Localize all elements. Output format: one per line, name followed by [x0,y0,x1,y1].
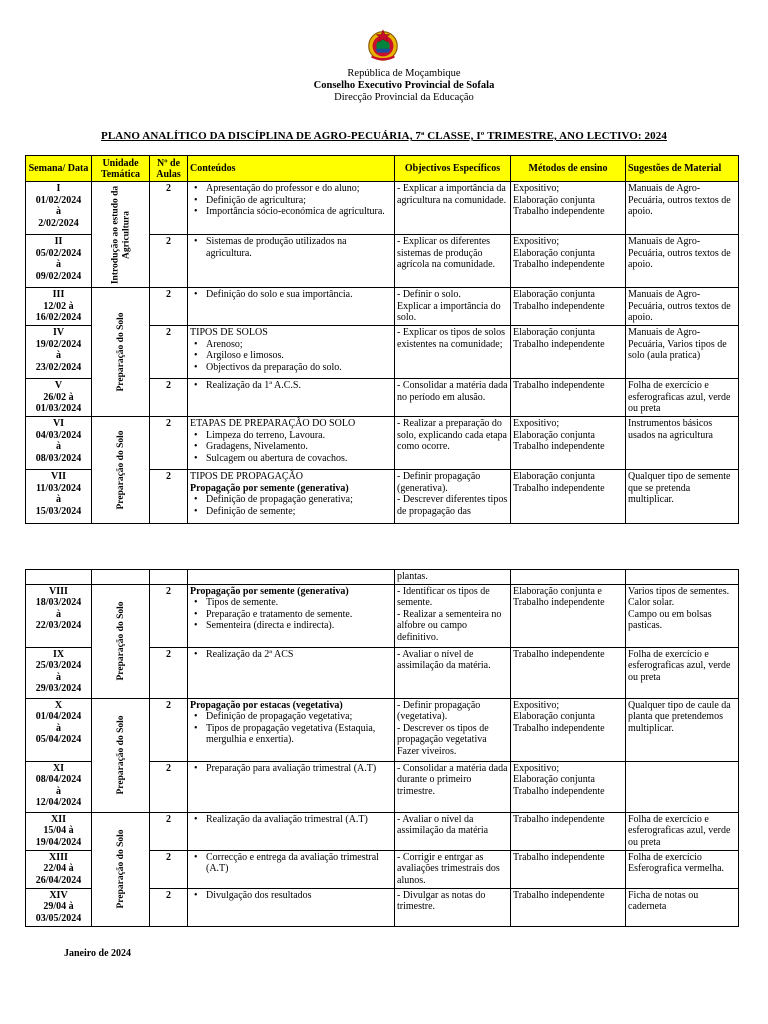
week-cell-line: à [56,441,61,452]
lessons-cell: 2 [150,761,188,812]
contents-list-item: • Sulcagem ou abertura de covachos. [190,453,392,465]
objectives-cell-line: - Realizar a sementeira no alfobre ou campo definitivo. [397,608,502,643]
materials-cell-line: Instrumentos básicos usados na agricultura [628,418,713,441]
materials-cell [626,326,739,379]
lessons-cell: 2 [150,235,188,288]
lessons-cell: 2 [150,698,188,761]
week-cell-line: à [56,785,61,797]
lessons-cell: 2 [150,379,188,417]
materials-cell [626,698,739,761]
lessons-cell: 2 [150,182,188,235]
contents-list-item: • Definição de semente; [190,506,392,518]
contents-list-item: • Preparação para avaliação trimestral (A.T) [190,763,392,775]
lessons-cell: 2 [150,417,188,470]
plan-table-page1 [25,155,739,524]
methods-cell [511,288,626,326]
unit-label: Preparação do Solo [115,430,126,510]
lessons-cell: 2 [150,470,188,524]
contents-cell [188,379,395,417]
methods-cell-line: Trabalho independente [513,722,605,734]
table-row [26,182,739,235]
objectives-cell-line: - Explicar a importância da agricultura na comunidade. [397,183,507,206]
week-cell-line: 09/02/2024 [35,270,82,282]
week-cell-line: VIII [49,585,68,597]
methods-cell-line: Trabalho independente [513,813,605,825]
week-cell [26,812,92,850]
contents-list [190,597,392,632]
week-cell-line: 26/02 à [43,391,74,403]
unit-label: Preparação do Solo [115,715,126,795]
contents-heading: ETAPAS DE PREPARAÇÃO DO SOLO [190,418,356,429]
contents-list-item: • Preparação e tratamento de semente. [190,609,392,621]
objectives-cell [395,761,511,812]
methods-cell-line: Trabalho independente [513,380,605,391]
methods-cell-line: Trabalho independente [513,648,605,660]
week-cell [26,379,92,417]
week-cell-line: IX [52,648,65,660]
methods-cell-line: Elaboração conjunta [513,774,595,785]
week-cell-line: 12/04/2024 [35,797,82,808]
contents-cell [188,570,395,585]
contents-cell [188,812,395,850]
materials-cell [626,888,739,926]
unit-label: Preparação do Solo [115,312,126,392]
contents-cell [188,470,395,524]
methods-cell-line: Trabalho independente [513,482,605,494]
objectives-cell-line: - Descrever diferentes tipos de propagação das [397,494,508,517]
methods-cell [511,584,626,647]
objectives-cell [395,379,511,417]
week-cell [26,570,92,585]
contents-list-item: • Definição de propagação vegetativa; [190,711,392,723]
contents-list [190,763,392,775]
contents-list [190,380,392,392]
methods-cell-line: Elaboração conjunta [513,247,595,259]
contents-list-item: • Sistemas de produção utilizados na agricultura. [190,236,392,259]
unit-cell [92,812,150,926]
week-cell-line: 23/02/2024 [35,361,82,373]
week-cell [26,584,92,647]
contents-list [190,711,392,746]
document-title: PLANO ANALÍTICO DA DISCÍPLINA DE AGRO-PECUÁRIA, 7ª CLASSE, Iº TRIMESTRE, ANO LECTIVO: 2024 [101,130,667,142]
week-cell [26,470,92,524]
objectives-cell-line: - Definir o solo. [397,289,461,300]
objectives-cell [395,417,511,470]
week-cell-line: XII [50,813,66,825]
methods-cell [511,417,626,470]
lessons-cell: 2 [150,326,188,379]
materials-cell [626,570,739,585]
methods-cell-line: Expositivo; [513,183,560,194]
objectives-cell [395,235,511,288]
methods-cell-line: Elaboração conjunta [513,429,595,441]
contents-list-item: • Arenoso; [190,339,392,351]
methods-cell-line: Trabalho independente [513,851,605,863]
objectives-cell [395,570,511,585]
table-row [26,570,739,585]
materials-cell-line: Manuais de Agro-Pecuária, Varios tipos de solo (aula pratica) [628,327,727,361]
materials-cell [626,850,739,888]
contents-list [190,236,392,259]
methods-cell [511,235,626,288]
objectives-cell [395,470,511,524]
materials-cell-line: Folha de exercício e esferograficas azul, verde ou preta [628,380,731,414]
week-cell-line: I [56,183,61,194]
objectives-cell-line: - Corrigir e entrgar as avaliações trimestrais dos alunos. [397,851,500,886]
objectives-cell-line: - Definir propagação (vegetativa). [397,699,481,722]
contents-subheading: Propagação por semente (generativa) [190,482,349,494]
materials-cell [626,379,739,417]
week-cell-line: 2/02/2024 [38,217,79,229]
methods-cell [511,182,626,235]
lessons-cell: 2 [150,288,188,326]
week-cell-line: VI [52,418,65,429]
contents-list [190,494,392,517]
methods-cell-line: Expositivo; [513,762,560,774]
methods-cell-line: Trabalho independente [513,338,605,350]
unit-cell [92,417,150,524]
week-cell-line: XIV [49,889,68,901]
lessons-cell: 2 [150,812,188,850]
col-unit: Unidade Temática [92,156,150,182]
methods-cell [511,698,626,761]
methods-cell-line: Elaboração conjunta [513,471,595,482]
materials-cell-line: Campo ou em bolsas pasticas. [628,608,712,631]
contents-heading: TIPOS DE PROPAGAÇÃO [190,471,303,482]
week-cell [26,326,92,379]
unit-cell [92,182,150,288]
header-council: Conselho Executivo Provincial de Sofala [313,80,495,91]
contents-list-item: • Argiloso e limosos. [190,350,392,362]
week-cell-line: 01/04/2024 [35,711,82,722]
contents-list-item: • Tipos de propagação vegetativa (Estaquia, mergulhia e enxertia). [190,723,392,746]
contents-list [190,430,392,465]
contents-cell [188,182,395,235]
week-cell-line: XIII [49,851,68,863]
materials-cell-line: Manuais de Agro-Pecuária, outros textos de apoio. [628,236,731,270]
week-cell [26,761,92,812]
materials-cell-line: Ficha de notas ou caderneta [628,889,699,912]
week-cell-line: III [52,289,65,300]
week-cell [26,647,92,698]
objectives-cell [395,182,511,235]
contents-subheading: Propagação por semente (generativa) [190,585,349,597]
national-emblem [364,26,402,64]
contents-list-item: • Apresentação do professor e do aluno; [190,183,392,195]
contents-cell [188,850,395,888]
methods-cell-line: Trabalho independente [513,889,605,901]
objectives-cell [395,584,511,647]
week-cell-line: VII [50,471,66,482]
methods-cell-line: Trabalho independente [513,441,605,452]
objectives-cell-line: Explicar a importância do solo. [397,300,501,323]
objectives-cell [395,698,511,761]
methods-cell [511,812,626,850]
contents-list-item: • Objectivos da preparação do solo. [190,362,392,374]
header-direction: Direcção Provincial da Educação [334,92,474,103]
week-cell-line: à [56,206,61,217]
week-cell-line: 29/03/2024 [35,683,82,694]
lessons-cell: 2 [150,888,188,926]
week-cell-line: V [54,380,63,391]
week-cell-line: 22/04 à [43,863,74,874]
lessons-cell: 2 [150,647,188,698]
contents-cell [188,584,395,647]
week-cell-line: à [56,494,61,505]
week-cell-line: à [56,350,61,361]
contents-list [190,852,392,875]
col-lessons: Nº de Aulas [150,156,188,182]
contents-list [190,890,392,902]
week-cell-line: XI [52,762,65,774]
contents-list [190,183,392,218]
week-cell [26,417,92,470]
materials-cell-line: Folha de exercício e esferograficas azul, verde ou preta [628,648,731,683]
contents-list-item: • Realização da 1ª A.C.S. [190,380,392,392]
methods-cell-line: Trabalho independente [513,259,605,270]
unit-label: Preparação do Solo [115,829,126,909]
objectives-cell-line: - Descrever os tipos de propagação vegetativa Fazer viveiros. [397,722,489,757]
materials-cell [626,761,739,812]
week-cell-line: 11/03/2024 [35,482,81,494]
lessons-cell: 2 [150,850,188,888]
footer-date: Janeiro de 2024 [64,948,132,959]
col-contents: Conteúdos [188,156,395,182]
objectives-cell-line: - Consolidar a matéria dada durante o primeiro trimestre. [397,762,508,797]
table-header-row [26,156,739,182]
contents-list-item: • Realização da avaliação trimestral (A.T) [190,814,392,826]
materials-cell-line: Varios tipos de sementes. [628,585,730,597]
methods-cell-line: Trabalho independente [513,785,605,797]
contents-list-item: • Tipos de semente. [190,597,392,609]
methods-cell-line: Elaboração conjunta [513,327,595,338]
contents-list-item: • Definição de agricultura; [190,195,392,207]
week-cell-line: 08/04/2024 [35,774,82,785]
week-cell-line: 12/02 à [43,300,74,312]
table-row [26,698,739,761]
materials-cell [626,288,739,326]
contents-cell [188,235,395,288]
methods-cell-line: Elaboração conjunta [513,289,595,300]
week-cell-line: à [56,722,61,734]
methods-cell-line: Expositivo; [513,699,560,711]
objectives-cell-line: - Definir propagação (generativa). [397,471,481,494]
materials-cell-line: Calor solar. [628,597,675,608]
objectives-cell-line: plantas. [397,571,428,582]
methods-cell-line: Expositivo; [513,418,560,429]
week-cell-line: 26/04/2024 [35,874,82,886]
methods-cell-line: Expositivo; [513,236,560,247]
week-cell-line: 25/03/2024 [35,660,82,671]
week-cell-line: 01/02/2024 [35,194,82,206]
objectives-cell-line: - Explicar os diferentes sistemas de produção agrícola na comunidade. [397,236,496,270]
methods-cell [511,470,626,524]
materials-cell [626,584,739,647]
materials-cell-line: Qualquer tipo de semente que se pretenda multiplicar. [628,471,731,505]
week-cell-line: 08/03/2024 [35,452,82,464]
materials-cell [626,182,739,235]
objectives-cell-line: - Consolidar a matéria dada no período em alusão. [397,380,508,403]
week-cell-line: 19/04/2024 [35,836,82,848]
contents-cell [188,288,395,326]
week-cell-line: à [56,608,61,620]
col-methods: Métodos de ensino [511,156,626,182]
objectives-cell-line: - Avaliar o nível de assimilação da matéria. [397,648,491,671]
table-row [26,584,739,647]
week-cell-line: 22/03/2024 [35,620,82,631]
col-week: Semana/ Data [26,156,92,182]
objectives-cell-line: - Identificar os tipos de semente. [397,585,490,608]
week-cell [26,850,92,888]
contents-list-item: • Sementeira (directa e indirecta). [190,620,392,632]
unit-cell [92,698,150,812]
materials-cell-line: Qualquer tipo de caule da planta que pretendemos multiplicar. [628,699,731,734]
objectives-cell [395,647,511,698]
methods-cell [511,379,626,417]
contents-subheading: Propagação por estacas (vegetativa) [190,699,343,711]
week-cell-line: II [54,236,63,247]
methods-cell-line: Elaboração conjunta e Trabalho independente [513,585,605,608]
table-row [26,417,739,470]
lessons-cell: 2 [150,584,188,647]
week-cell-line: X [54,699,63,711]
materials-cell [626,235,739,288]
methods-cell-line: Trabalho independente [513,206,605,217]
week-cell-line: 16/02/2024 [35,312,82,323]
week-cell-line: à [56,671,61,683]
week-cell-line: 03/05/2024 [35,912,82,924]
contents-cell [188,698,395,761]
contents-list-item: • Definição do solo e sua importância. [190,289,392,301]
objectives-cell-line: - Divulgar as notas do trimestre. [397,889,486,912]
objectives-cell-line: - Avaliar o nível da assimilação da matéria [397,813,489,836]
materials-cell [626,647,739,698]
contents-list-item: • Correcção e entrega da avaliação trimestral (A.T) [190,852,392,875]
materials-cell-line: Folha de exercício e esferograficas azul, verde ou preta [628,813,731,848]
plan-table-page2 [25,569,739,927]
methods-cell [511,850,626,888]
methods-cell-line: Trabalho independente [513,300,605,312]
col-objectives: Objectivos Específicos [395,156,511,182]
contents-list-item: • Limpeza do terreno, Lavoura. [190,430,392,442]
contents-list-item: • Importância sócio-económica de agricultura. [190,206,392,218]
week-cell-line: 05/04/2024 [35,734,82,745]
contents-list-item: • Divulgação dos resultados [190,890,392,902]
contents-list-item: • Gradagens, Nivelamento. [190,441,392,453]
week-cell-line: IV [52,327,65,338]
week-cell [26,698,92,761]
table-row [26,288,739,326]
methods-cell [511,761,626,812]
materials-cell-line: Folha de exercício Esferografica vermelha. [628,851,725,874]
materials-cell-line: Manuais de Agro-Pecuária, outros textos de apoio. [628,183,731,217]
unit-label: Introdução ao estudo da Agricultura [110,185,131,284]
objectives-cell [395,326,511,379]
week-cell-line: 15/03/2024 [35,505,82,517]
methods-cell [511,326,626,379]
week-cell-line: 01/03/2024 [35,403,82,414]
contents-cell [188,326,395,379]
header-republic: República de Moçambique [347,68,461,79]
week-cell-line: 05/02/2024 [35,247,82,259]
contents-list [190,814,392,826]
methods-cell-line: Elaboração conjunta [513,711,595,722]
contents-list-item: • Realização da 2ª ACS [190,649,392,661]
methods-cell [511,570,626,585]
week-cell [26,182,92,235]
contents-cell [188,647,395,698]
col-materials: Sugestões de Material [626,156,739,182]
materials-cell [626,812,739,850]
objectives-cell [395,888,511,926]
materials-cell [626,417,739,470]
contents-heading: TIPOS DE SOLOS [190,327,268,338]
materials-cell-line: Manuais de Agro-Pecuária, outros textos de apoio. [628,289,731,323]
objectives-cell [395,288,511,326]
contents-list-item: • Definição de propagação generativa; [190,494,392,506]
methods-cell [511,888,626,926]
week-cell-line: 19/02/2024 [35,338,82,350]
unit-label: Preparação do Solo [115,601,126,681]
objectives-cell-line: - Realizar a preparação do solo, explicando cada etapa como ocorre. [397,418,507,452]
week-cell-line: à [56,259,61,270]
unit-cell [92,288,150,417]
contents-cell [188,417,395,470]
materials-cell [626,470,739,524]
methods-cell [511,647,626,698]
contents-list [190,339,392,374]
objectives-cell [395,850,511,888]
objectives-cell [395,812,511,850]
contents-cell [188,888,395,926]
unit-cell [92,584,150,698]
methods-cell-line: Elaboração conjunta [513,194,595,206]
week-cell [26,288,92,326]
objectives-cell-line: - Explicar os tipos de solos existentes na comunidade; [397,327,506,350]
week-cell-line: 29/04 à [43,901,74,912]
lessons-cell [150,570,188,585]
week-cell-line: 15/04 à [43,825,74,836]
contents-cell [188,761,395,812]
contents-list [190,649,392,661]
contents-list [190,289,392,301]
table-row [26,812,739,850]
week-cell-line: 18/03/2024 [35,597,82,608]
week-cell [26,888,92,926]
week-cell [26,235,92,288]
week-cell-line: 04/03/2024 [35,429,82,441]
